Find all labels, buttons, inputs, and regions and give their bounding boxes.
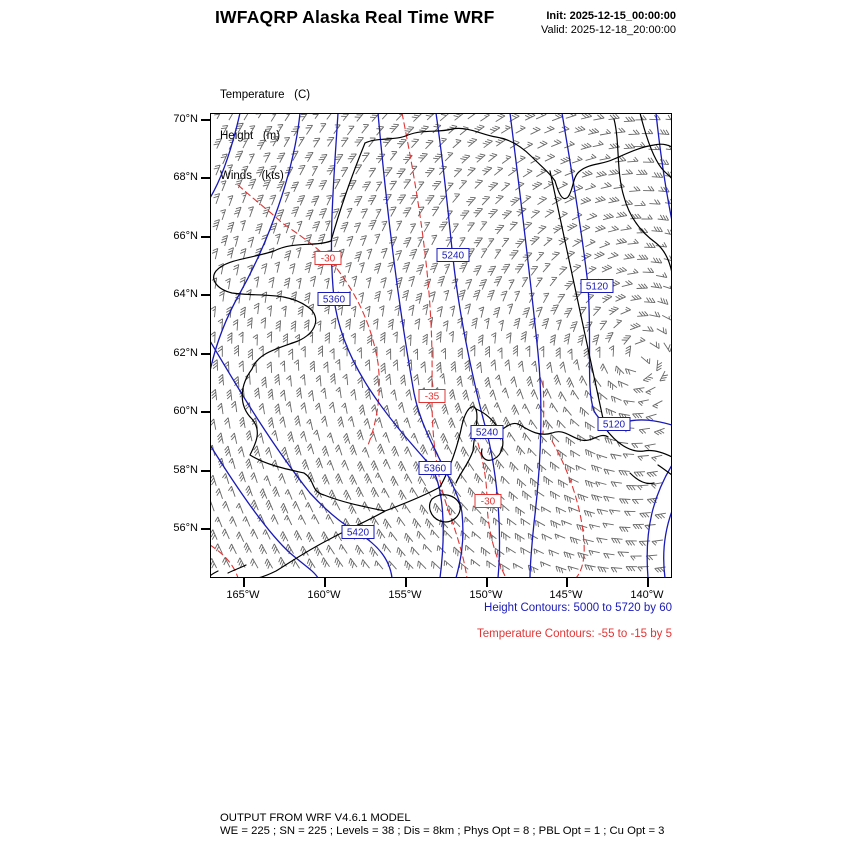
lon-tick xyxy=(486,578,488,587)
temperature-contour-caption: Temperature Contours: -55 to -15 by 5 xyxy=(477,628,672,640)
lon-tick-label: 145°W xyxy=(549,589,583,601)
field-temperature: Temperature (C) xyxy=(220,89,311,101)
contour-label-value: -35 xyxy=(424,391,440,403)
lon-tick xyxy=(405,578,407,587)
height-contour-caption: Height Contours: 5000 to 5720 by 60 xyxy=(484,602,672,614)
contour-label-value: 5360 xyxy=(322,294,346,306)
map-area xyxy=(173,113,672,601)
lat-tick xyxy=(201,353,210,355)
model-footer xyxy=(220,812,664,838)
model-version: OUTPUT FROM WRF V4.6.1 MODEL xyxy=(220,812,411,824)
init-time: Init: 2025-12-15_00:00:00 xyxy=(546,10,676,22)
lat-tick xyxy=(201,119,210,121)
contour-label-value: 5240 xyxy=(441,250,465,262)
lat-tick xyxy=(201,528,210,530)
page-title: IWFAQRP Alaska Real Time WRF xyxy=(215,7,495,27)
lat-tick-label: 60°N xyxy=(173,405,198,417)
contour-label-value: -30 xyxy=(320,253,336,265)
contour-label-value: 5360 xyxy=(423,463,447,475)
field-winds: Winds (kts) xyxy=(220,170,284,182)
lon-tick xyxy=(566,578,568,587)
lat-tick xyxy=(201,177,210,179)
run-times xyxy=(500,10,676,37)
contour-label-value: -30 xyxy=(480,496,496,508)
lon-tick-label: 150°W xyxy=(469,589,503,601)
map-frame xyxy=(210,113,672,578)
lat-tick-label: 62°N xyxy=(173,347,198,359)
lon-tick xyxy=(647,578,649,587)
lat-tick xyxy=(201,294,210,296)
lat-tick xyxy=(201,470,210,472)
valid-time: Valid: 2025-12-18_20:00:00 xyxy=(541,23,676,36)
lat-tick-label: 64°N xyxy=(173,288,198,300)
lat-tick-label: 66°N xyxy=(173,230,198,242)
lon-tick-label: 155°W xyxy=(388,589,422,601)
contour-label-value: 5240 xyxy=(475,427,499,439)
lon-tick xyxy=(324,578,326,587)
lat-tick-label: 56°N xyxy=(173,522,198,534)
lat-tick-label: 58°N xyxy=(173,464,198,476)
lat-tick xyxy=(201,411,210,413)
contour-label-value: 5120 xyxy=(585,281,609,293)
lat-tick-label: 68°N xyxy=(173,171,198,183)
lat-tick xyxy=(201,236,210,238)
lat-tick-label: 70°N xyxy=(173,113,198,125)
model-config: WE = 225 ; SN = 225 ; Levels = 38 ; Dis = 8km ; Phys Opt = 8 ; PBL Opt = 1 ; Cu Opt = 3 xyxy=(220,825,665,837)
contour-label-value: 5420 xyxy=(346,527,370,539)
field-height: Height (m) xyxy=(220,129,281,142)
lon-tick-label: 165°W xyxy=(226,589,260,601)
contour-label-value: 5120 xyxy=(602,419,626,431)
lon-tick xyxy=(243,578,245,587)
lon-tick-label: 140°W xyxy=(630,589,664,601)
lon-tick-label: 160°W xyxy=(307,589,341,601)
